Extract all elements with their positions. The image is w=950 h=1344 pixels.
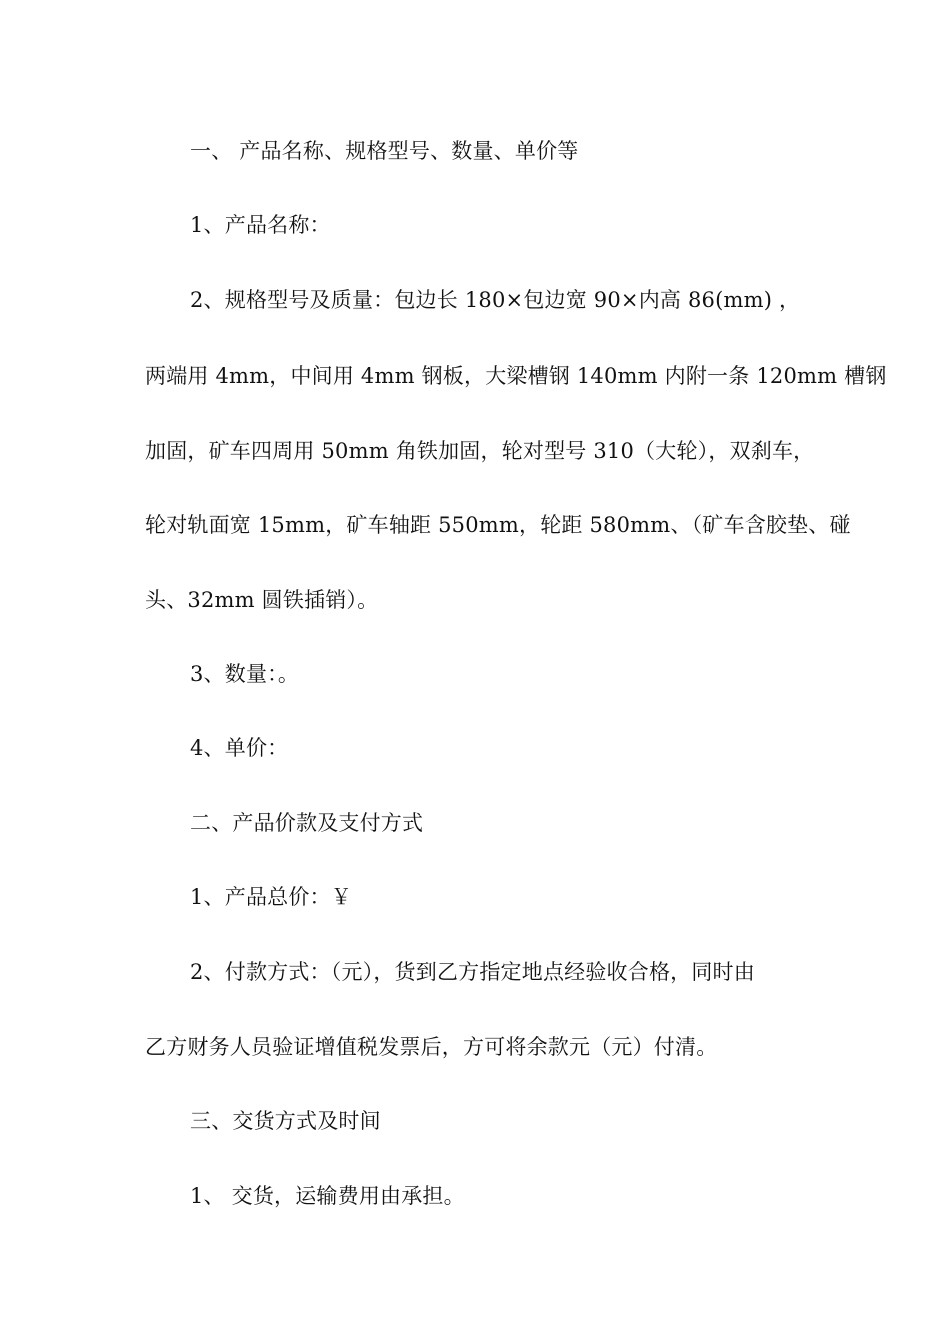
- paragraph-payment-line-1: 2、付款方式：（元），货到乙方指定地点经验收合格，同时由: [190, 960, 755, 984]
- paragraph-delivery: 1、 交货，运输费用由承担。: [190, 1184, 465, 1208]
- paragraph-product-name: 1、产品名称：: [190, 213, 331, 237]
- paragraph-unit-price: 4、单价：: [190, 736, 289, 760]
- paragraph-spec-line-3: 加固，矿车四周用 50mm 角铁加固，轮对型号 310（大轮），双刹车，: [145, 439, 815, 463]
- section-heading-2: 二、产品价款及支付方式: [190, 811, 424, 835]
- paragraph-spec-line-2: 两端用 4mm，中间用 4mm 钢板，大梁槽钢 140mm 内附一条 120mm 槽钢: [145, 364, 887, 388]
- paragraph-spec-line-4: 轮对轨面宽 15mm，矿车轴距 550mm，轮距 580mm、（矿车含胶垫、碰: [145, 513, 851, 537]
- paragraph-quantity: 3、数量：。: [190, 662, 300, 686]
- paragraph-total-price: 1、产品总价：￥: [190, 885, 352, 909]
- paragraph-payment-line-2: 乙方财务人员验证增值税发票后，方可将余款元（元）付清。: [145, 1035, 718, 1059]
- section-heading-3: 三、交货方式及时间: [190, 1109, 381, 1133]
- section-heading-1: 一、 产品名称、规格型号、数量、单价等: [190, 139, 579, 163]
- paragraph-spec-line-1: 2、规格型号及质量：包边长 180×包边宽 90×内高 86(mm) ，: [190, 288, 801, 312]
- paragraph-spec-line-5: 头、32mm 圆铁插销）。: [145, 588, 379, 612]
